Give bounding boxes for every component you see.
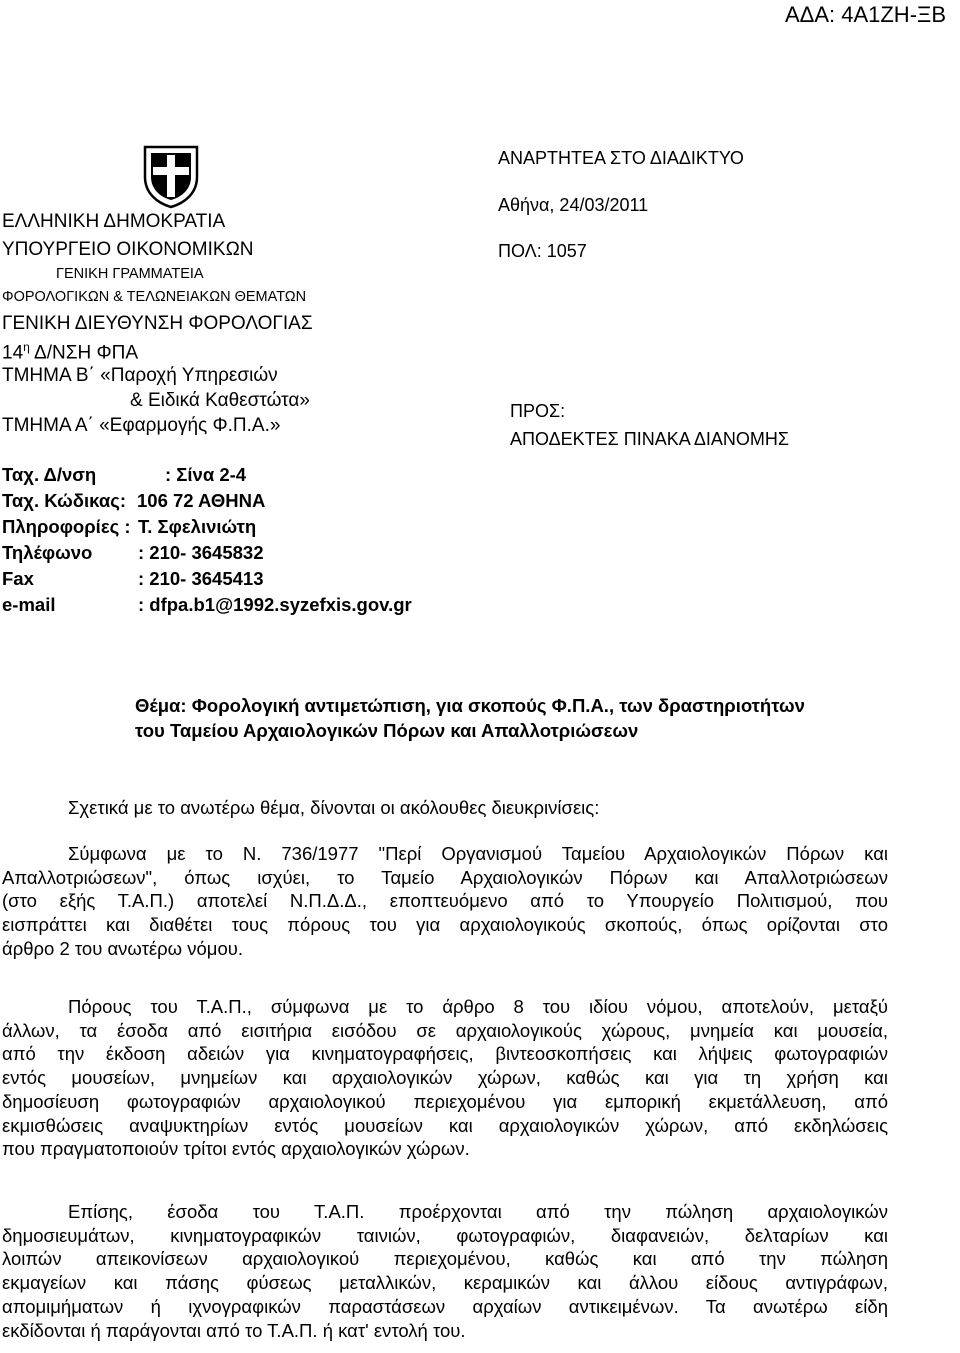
- paragraph-2-line: δημοσίευση φωτογραφιών αρχαιολογικού περιεχομένου για εμπορική εκμετάλλευση, από: [2, 1090, 888, 1112]
- header-section-a: ΤΜΗΜΑ Α΄ «Εφαρμογής Φ.Π.Α.»: [2, 415, 281, 436]
- document-date: Αθήνα, 24/03/2011: [498, 195, 649, 215]
- recipient-value: ΑΠΟΔΕΚΤΕΣ ΠΙΝΑΚΑ ΔΙΑΝΟΜΗΣ: [510, 429, 789, 449]
- greek-coat-of-arms-icon: [141, 143, 201, 209]
- subject-line-1: Θέμα: Φορολογική αντιμετώπιση, για σκοπούς Φ.Π.Α., των δραστηριοτήτων: [135, 695, 805, 716]
- posting-notice: ΑΝΑΡΤΗΤΕΑ ΣΤΟ ΔΙΑΔΙΚΤΥΟ: [498, 148, 744, 168]
- header-directorate: ΓΕΝΙΚΗ ΔΙΕΥΘΥΝΣΗ ΦΟΡΟΛΟΓΙΑΣ: [2, 313, 313, 334]
- recipient-label: ΠΡΟΣ:: [510, 401, 566, 421]
- paragraph-2-line: εκμισθώσεις αναψυκτηρίων εντός μουσείων και αρχαιολογικών χώρων, από εκδηλώσεις: [2, 1114, 888, 1136]
- header-section-b-line1: ΤΜΗΜΑ Β΄ «Παροχή Υπηρεσιών: [2, 365, 278, 386]
- paragraph-2: [2, 995, 888, 1161]
- header-ministry: ΥΠΟΥΡΓΕΙΟ ΟΙΚΟΝΟΜΙΚΩΝ: [2, 239, 254, 260]
- paragraph-1-line: εισπράττει και διαθέτει τους πόρους του για αρχαιολογικούς σκοπούς, όπως ορίζονται στο: [2, 914, 888, 936]
- paragraph-3-line: εκδίδονται ή παράγονται από το Τ.Α.Π. ή κατ' εντολή του.: [2, 1319, 466, 1341]
- paragraph-3-line: εκμαγείων και πάσης φύσεως μεταλλικών, κεραμικών και άλλου είδους αντιγράφων,: [2, 1272, 888, 1294]
- paragraph-3-line: Επίσης, έσοδα του Τ.Α.Π. προέρχονται από την πώληση αρχαιολογικών: [68, 1201, 888, 1222]
- paragraph-3-line: δημοσιευμάτων, κινηματογραφικών ταινιών, φωτογραφιών, διαφανειών, δελταρίων και: [2, 1224, 888, 1246]
- intro-text: Σχετικά με το ανωτέρω θέμα, δίνονται οι ακόλουθες διευκρινίσεις:: [68, 797, 600, 818]
- paragraph-3-line: λοιπών απεικονίσεων αρχαιολογικού περιεχομένου, καθώς και από την πώληση: [2, 1248, 888, 1270]
- paragraph-2-line: Πόρους του Τ.Α.Π., σύμφωνα με το άρθρο 8 του ιδίου νόμου, αποτελούν, μεταξύ: [68, 996, 888, 1017]
- paragraph-1-line: Σύμφωνα με το Ν. 736/1977 "Περί Οργανισμού Ταμείου Αρχαιολογικών Πόρων και: [68, 843, 888, 864]
- paragraph-1-line: (στο εξής Τ.Α.Π.) αποτελεί Ν.Π.Δ.Δ., εποπτευόμενο από το Υπουργείο Πολιτισμού, που: [2, 890, 888, 912]
- document-pol-number: ΠΟΛ: 1057: [498, 241, 587, 261]
- paragraph-1: [2, 842, 888, 961]
- paragraph-2-line: εντός μουσείων, μνημείων και αρχαιολογικών χώρων, καθώς και για τη χρήση και: [2, 1067, 888, 1089]
- paragraph-2-line: που πραγματοποιούν τρίτοι εντός αρχαιολογικών χώρων.: [2, 1138, 470, 1160]
- header-secretariat: ΓΕΝΙΚΗ ΓΡΑΜΜΑΤΕΙΑ: [56, 266, 204, 282]
- paragraph-2-line: από την έκδοση αδειών για κινηματογραφήσεις, βιντεοσκοπήσεις και λήψεις φωτογραφιών: [2, 1043, 888, 1065]
- ada-code: ΑΔΑ: 4Α1ΖΗ-ΞΒ: [784, 2, 946, 27]
- paragraph-3: [2, 1200, 888, 1342]
- header-republic: ΕΛΛΗΝΙΚΗ ΔΗΜΟΚΡΑΤΙΑ: [2, 211, 226, 232]
- header-section-b-line2: & Ειδικά Καθεστώτα»: [130, 390, 310, 411]
- paragraph-3-line: απομιμήματων ή ιχνογραφικών παραστάσεων αρχαίων αντικειμένων. Τα ανωτέρω είδη: [2, 1295, 888, 1317]
- paragraph-1-line: Απαλλοτριώσεων", όπως ισχύει, το Ταμείο Αρχαιολογικών Πόρων και Απαλλοτριώσεων: [2, 866, 888, 888]
- subject-line-2: του Ταμείου Αρχαιολογικών Πόρων και Απαλλοτριώσεων: [135, 720, 639, 741]
- header-division: $14^\eta$ Δ/ΝΣΗ ΦΠΑ: [2, 340, 139, 364]
- header-secretariat-sub: ΦΟΡΟΛΟΓΙΚΩΝ & ΤΕΛΩΝΕΙΑΚΩΝ ΘΕΜΑΤΩΝ: [2, 289, 307, 305]
- paragraph-1-line: άρθρο 2 του ανωτέρω νόμου.: [2, 937, 244, 959]
- paragraph-2-line: άλλων, τα έσοδα από εισιτήρια εισόδου σε αρχαιολογικούς χώρους, μνημεία και μουσεία,: [2, 1019, 888, 1041]
